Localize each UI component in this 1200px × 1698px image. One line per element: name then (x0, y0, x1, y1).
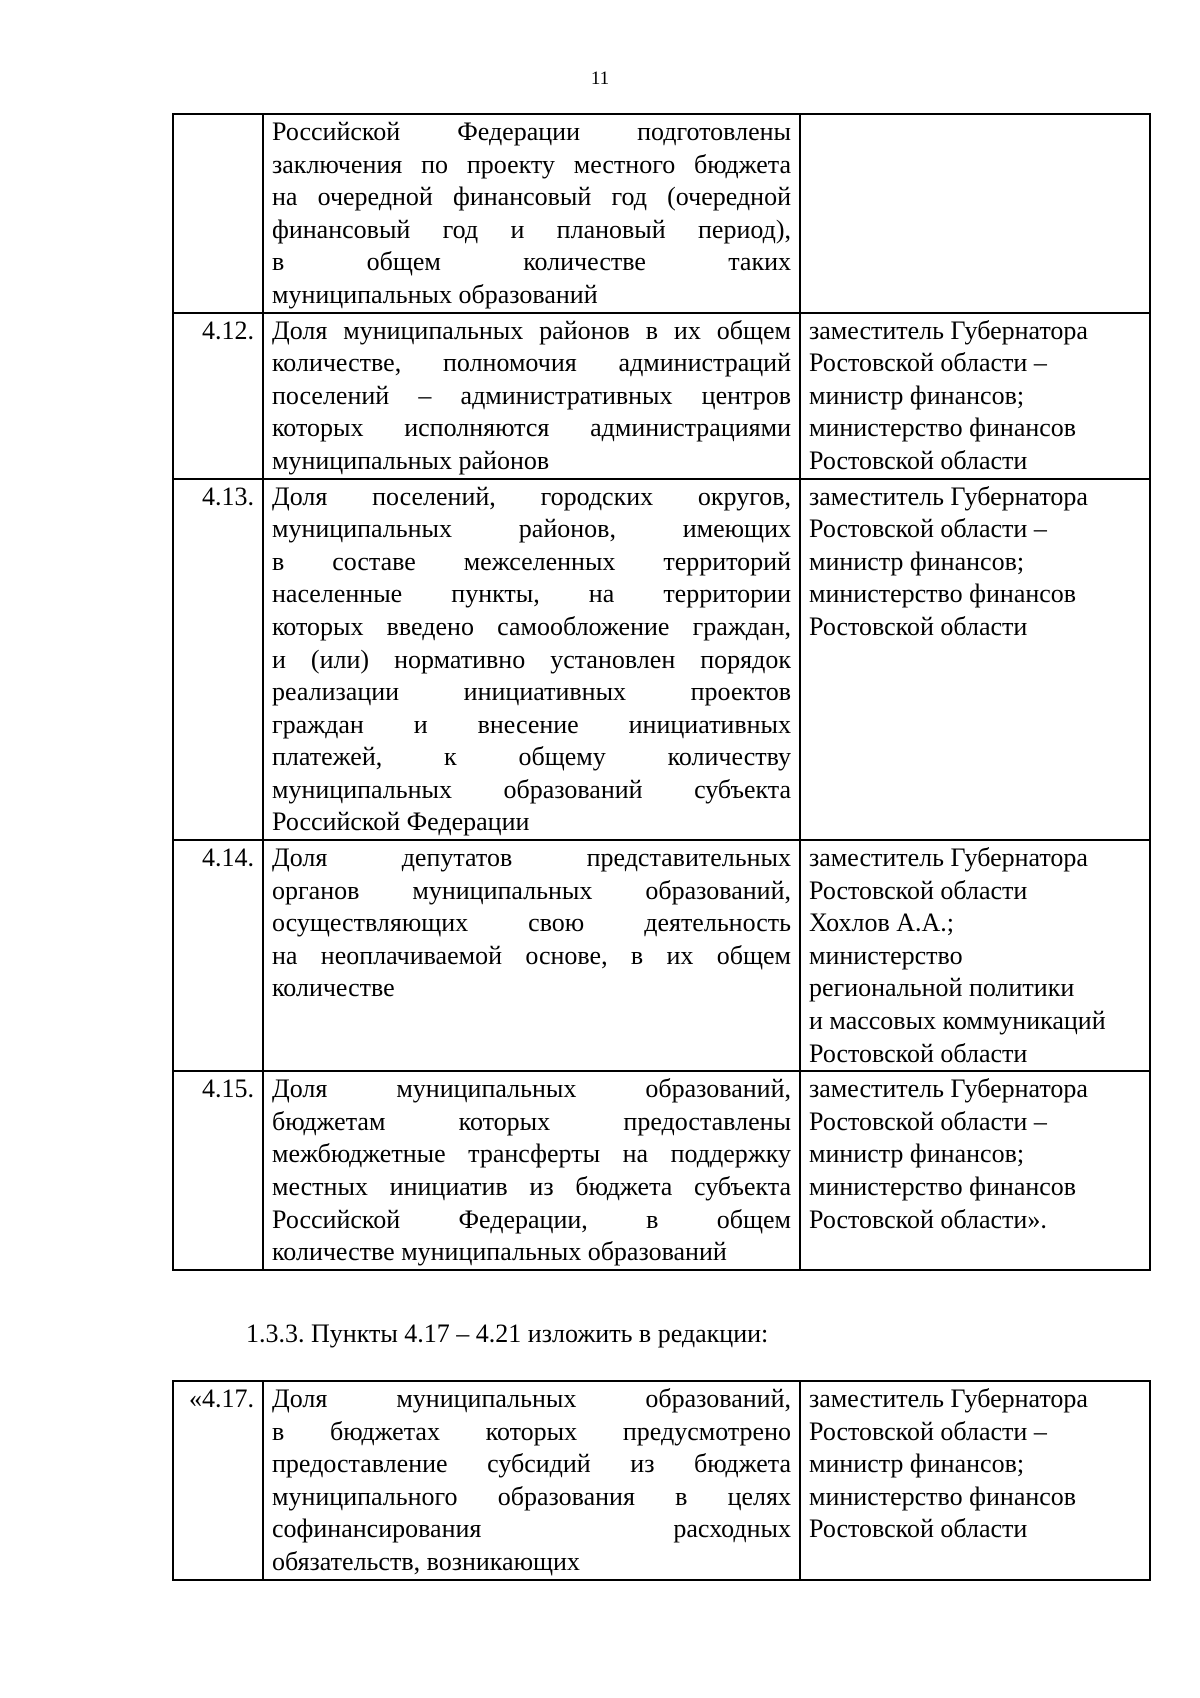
description-line: количестве муниципальных образований (272, 1237, 727, 1267)
description-line: муниципальных образований субъекта (272, 774, 791, 804)
indicator-description (263, 114, 800, 313)
description-line: реализации инициативных проектов (272, 677, 791, 707)
item-number: 4.14. (173, 840, 263, 1071)
responsible-party (800, 114, 1150, 313)
description-line: которых введено самообложение граждан, (272, 611, 791, 641)
responsible-line: Ростовской области (809, 1038, 1028, 1068)
table-row (173, 1381, 1150, 1580)
amended-indicators-table-body (173, 1381, 1150, 1580)
description-line: Доля муниципальных районов в их общем (272, 315, 791, 345)
description-line: муниципальных районов (272, 445, 550, 475)
description-line: Российской Федерации, в общем (272, 1204, 791, 1234)
indicator-description (263, 313, 800, 479)
table-row (173, 1071, 1150, 1270)
description-line: количестве (272, 973, 395, 1003)
description-line: Доля муниципальных образований, (272, 1074, 791, 1104)
responsible-line: Ростовской области (809, 875, 1028, 905)
responsible-line: Ростовской области (809, 611, 1028, 641)
responsible-line: Ростовской области – (809, 348, 1047, 378)
responsible-line: Ростовской области – (809, 514, 1047, 544)
description-line: муниципального образования в целях (272, 1481, 791, 1511)
item-number (173, 114, 263, 313)
responsible-line: министерство финансов (809, 1172, 1077, 1201)
indicator-description (263, 1381, 800, 1580)
responsible-line: Ростовской области – (809, 1416, 1047, 1446)
item-number: 4.13. (173, 479, 263, 841)
table-row (173, 313, 1150, 479)
description-line: межбюджетные трансферты на поддержку (272, 1139, 791, 1169)
responsible-line: заместитель Губернатора (809, 315, 1088, 345)
description-line: Доля муниципальных образований, (272, 1384, 791, 1413)
responsible-line: Ростовской области (809, 1514, 1028, 1544)
responsible-line: и массовых коммуникаций (809, 1006, 1106, 1036)
description-line: Российской Федерации (272, 807, 530, 837)
description-line: бюджетам которых предоставлены (272, 1106, 791, 1136)
indicator-description (263, 1071, 800, 1270)
description-line: местных инициатив из бюджета субъекта (272, 1172, 791, 1201)
description-line: Доля депутатов представительных (272, 843, 791, 873)
responsible-line: министерство финансов (809, 579, 1077, 609)
description-line: на неоплачиваемой основе, в их общем (272, 940, 791, 970)
responsible-line: региональной политики (809, 973, 1075, 1003)
responsible-line: Ростовской области». (809, 1204, 1047, 1234)
responsible-line: заместитель Губернатора (809, 481, 1088, 511)
responsible-line: министр финансов; (809, 1449, 1025, 1479)
indicators-table (172, 113, 1151, 1271)
description-line: предоставление субсидий из бюджета (272, 1449, 791, 1479)
indicators-table-body (173, 114, 1150, 1270)
description-line: муниципальных образований (272, 279, 598, 309)
responsible-party (800, 313, 1150, 479)
responsible-party (800, 479, 1150, 841)
responsible-line: Ростовской области – (809, 1106, 1047, 1136)
responsible-line: Ростовской области (809, 445, 1028, 475)
table-row (173, 840, 1150, 1071)
item-number: 4.12. (173, 313, 263, 479)
description-line: в бюджетах которых предусмотрено (272, 1416, 791, 1446)
responsible-party (800, 1381, 1150, 1580)
description-line: органов муниципальных образований, (272, 875, 791, 905)
description-line: которых исполняются администрациями (272, 413, 791, 443)
description-line: поселений – административных центров (272, 380, 791, 410)
responsible-line: заместитель Губернатора (809, 843, 1088, 873)
responsible-line: заместитель Губернатора (809, 1384, 1088, 1413)
description-line: в составе межселенных территорий (272, 546, 791, 576)
indicator-description (263, 840, 800, 1071)
item-number: 4.15. (173, 1071, 263, 1270)
responsible-line: Хохлов А.А.; (809, 908, 955, 938)
description-line: Доля поселений, городских округов, (272, 481, 791, 511)
description-line: заключения по проекту местного бюджета (272, 149, 791, 179)
responsible-line: министерство финансов (809, 1481, 1077, 1511)
description-line: населенные пункты, на территории (272, 579, 791, 609)
description-line: граждан и внесение инициативных (272, 709, 791, 739)
description-line: софинансирования расходных (272, 1514, 791, 1544)
indicator-description (263, 479, 800, 841)
description-line: финансовый год и плановый период), (272, 214, 791, 244)
description-line: Российской Федерации подготовлены (272, 117, 791, 146)
responsible-line: министр финансов; (809, 546, 1025, 576)
description-line: в общем количестве таких (272, 247, 791, 277)
responsible-line: заместитель Губернатора (809, 1074, 1088, 1104)
amended-indicators-table (172, 1380, 1151, 1581)
responsible-party (800, 840, 1150, 1071)
responsible-line: министерство финансов (809, 413, 1077, 443)
description-line: осуществляющих свою деятельность (272, 908, 791, 938)
responsible-line: министерство (809, 940, 963, 970)
description-line: количестве, полномочия администраций (272, 348, 791, 378)
description-line: и (или) нормативно установлен порядок (272, 644, 791, 674)
description-line: на очередной финансовый год (очередной (272, 182, 791, 212)
responsible-party (800, 1071, 1150, 1270)
table-row (173, 114, 1150, 313)
table-row (173, 479, 1150, 841)
description-line: муниципальных районов, имеющих (272, 514, 791, 544)
item-number: «4.17. (173, 1381, 263, 1580)
responsible-line: министр финансов; (809, 380, 1025, 410)
description-line: обязательств, возникающих (272, 1546, 580, 1576)
responsible-line: министр финансов; (809, 1139, 1025, 1169)
description-line: платежей, к общему количеству (272, 742, 791, 772)
page-number: 11 (590, 68, 610, 89)
section-heading: 1.3.3. Пункты 4.17 – 4.21 изложить в редакции: (246, 1319, 769, 1348)
